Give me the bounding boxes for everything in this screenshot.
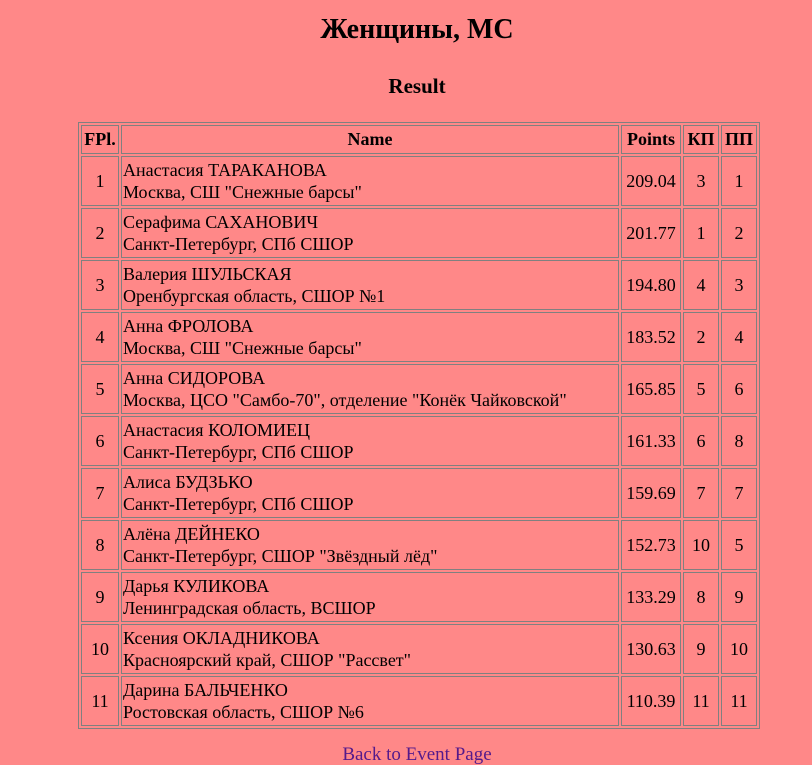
table-row [81, 624, 757, 674]
cell-pp: 8 [721, 416, 757, 466]
skater-club: Оренбургская область, СШОР №1 [123, 286, 386, 306]
skater-name: Серафима САХАНОВИЧ [123, 212, 319, 232]
cell-kp: 1 [683, 208, 719, 258]
cell-points: 152.73 [621, 520, 681, 570]
table-row [81, 364, 757, 414]
cell-points: 130.63 [621, 624, 681, 674]
back-to-event-link[interactable]: Back to Event Page [342, 744, 492, 765]
cell-pp: 1 [721, 156, 757, 206]
skater-club: Красноярский край, СШОР "Рассвет" [123, 650, 412, 670]
cell-name [121, 260, 619, 310]
table-header-row [81, 125, 757, 154]
skater-club: Ростовская область, СШОР №6 [123, 702, 364, 722]
cell-place: 3 [81, 260, 119, 310]
cell-name [121, 676, 619, 726]
table-row [81, 260, 757, 310]
page-subtitle: Result [388, 74, 446, 98]
cell-place: 5 [81, 364, 119, 414]
cell-name [121, 624, 619, 674]
back-link-container [0, 744, 812, 765]
skater-club: Ленинградская область, ВСШОР [123, 598, 376, 618]
skater-club: Санкт-Петербург, СПб СШОР [123, 442, 354, 462]
cell-pp: 2 [721, 208, 757, 258]
header-name: Name [121, 125, 619, 154]
skater-name: Дарина БАЛЬЧЕНКО [123, 680, 288, 700]
cell-points: 209.04 [621, 156, 681, 206]
header-place: FPl. [81, 125, 119, 154]
skater-name: Алёна ДЕЙНЕКО [123, 524, 260, 544]
cell-kp: 10 [683, 520, 719, 570]
table-row [81, 676, 757, 726]
cell-name [121, 520, 619, 570]
cell-kp: 2 [683, 312, 719, 362]
cell-pp: 11 [721, 676, 757, 726]
table-row [81, 520, 757, 570]
table-row [81, 312, 757, 362]
results-table [78, 122, 760, 729]
cell-pp: 10 [721, 624, 757, 674]
cell-kp: 5 [683, 364, 719, 414]
cell-points: 201.77 [621, 208, 681, 258]
cell-kp: 6 [683, 416, 719, 466]
cell-name [121, 156, 619, 206]
skater-club: Санкт-Петербург, СПб СШОР [123, 234, 354, 254]
cell-name [121, 572, 619, 622]
cell-pp: 5 [721, 520, 757, 570]
skater-name: Ксения ОКЛАДНИКОВА [123, 628, 320, 648]
cell-place: 9 [81, 572, 119, 622]
cell-points: 183.52 [621, 312, 681, 362]
skater-name: Дарья КУЛИКОВА [123, 576, 270, 596]
cell-pp: 4 [721, 312, 757, 362]
skater-name: Анна СИДОРОВА [123, 368, 266, 388]
cell-points: 165.85 [621, 364, 681, 414]
cell-kp: 8 [683, 572, 719, 622]
cell-pp: 6 [721, 364, 757, 414]
skater-name: Валерия ШУЛЬСКАЯ [123, 264, 292, 284]
cell-name [121, 468, 619, 518]
page-title: Женщины, МС [320, 14, 514, 45]
cell-points: 194.80 [621, 260, 681, 310]
header-pp: ПП [721, 125, 757, 154]
cell-kp: 4 [683, 260, 719, 310]
skater-name: Анна ФРОЛОВА [123, 316, 254, 336]
skater-name: Алиса БУДЗЬКО [123, 472, 253, 492]
cell-name [121, 364, 619, 414]
cell-place: 10 [81, 624, 119, 674]
cell-place: 11 [81, 676, 119, 726]
skater-club: Москва, ЦСО "Самбо-70", отделение "Конёк Чайковской" [123, 390, 567, 410]
cell-points: 159.69 [621, 468, 681, 518]
cell-pp: 9 [721, 572, 757, 622]
cell-name [121, 416, 619, 466]
table-row [81, 208, 757, 258]
table-row [81, 572, 757, 622]
cell-pp: 3 [721, 260, 757, 310]
cell-place: 6 [81, 416, 119, 466]
cell-points: 161.33 [621, 416, 681, 466]
skater-name: Анастасия КОЛОМИЕЦ [123, 420, 310, 440]
cell-place: 1 [81, 156, 119, 206]
cell-place: 8 [81, 520, 119, 570]
skater-club: Санкт-Петербург, СПб СШОР [123, 494, 354, 514]
table-row [81, 416, 757, 466]
skater-club: Москва, СШ "Снежные барсы" [123, 338, 362, 358]
cell-place: 2 [81, 208, 119, 258]
cell-name [121, 312, 619, 362]
results-body [81, 156, 757, 726]
cell-name [121, 208, 619, 258]
cell-kp: 9 [683, 624, 719, 674]
skater-name: Анастасия ТАРАКАНОВА [123, 160, 327, 180]
skater-club: Санкт-Петербург, СШОР "Звёздный лёд" [123, 546, 438, 566]
cell-kp: 11 [683, 676, 719, 726]
table-row [81, 468, 757, 518]
cell-kp: 7 [683, 468, 719, 518]
cell-place: 4 [81, 312, 119, 362]
cell-points: 133.29 [621, 572, 681, 622]
cell-place: 7 [81, 468, 119, 518]
table-row [81, 156, 757, 206]
cell-pp: 7 [721, 468, 757, 518]
cell-points: 110.39 [621, 676, 681, 726]
header-points: Points [621, 125, 681, 154]
cell-kp: 3 [683, 156, 719, 206]
header-kp: КП [683, 125, 719, 154]
skater-club: Москва, СШ "Снежные барсы" [123, 182, 362, 202]
